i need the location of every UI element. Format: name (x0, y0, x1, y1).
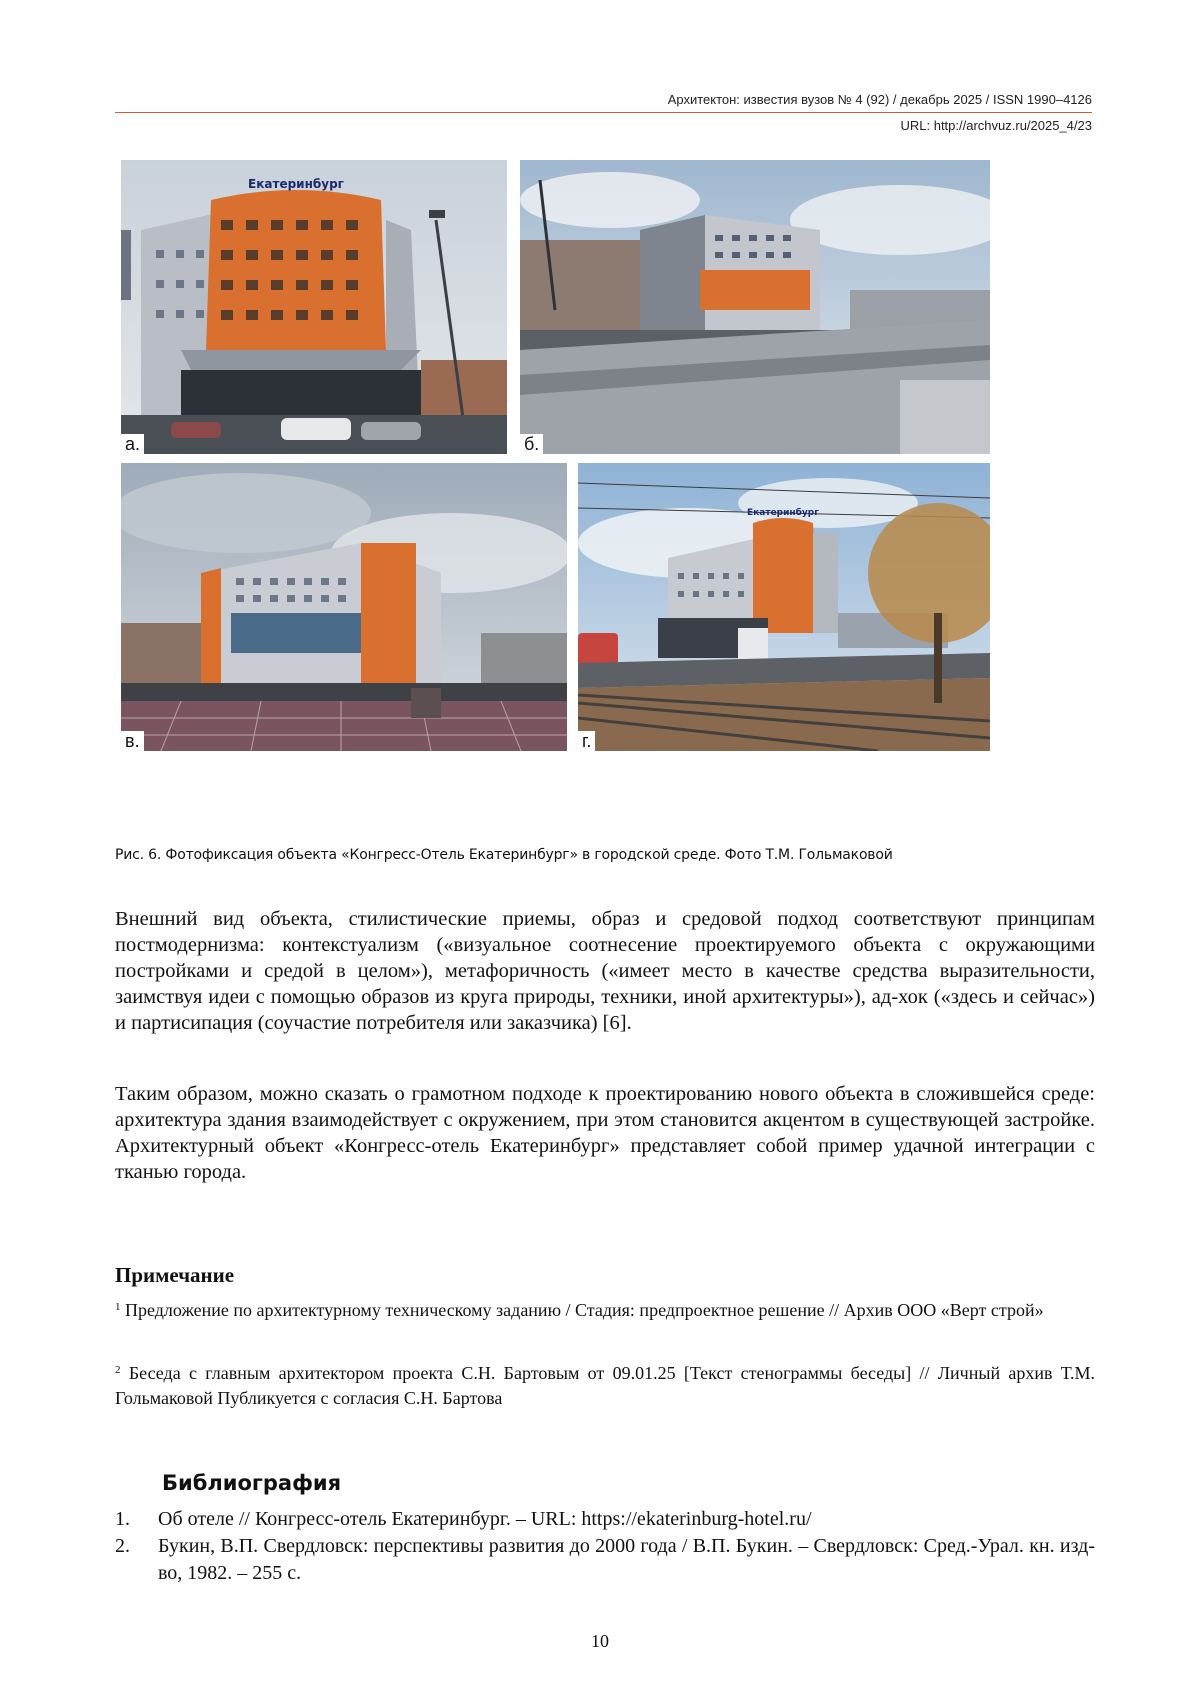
running-head-url: URL: http://archvuz.ru/2025_4/23 (900, 118, 1092, 133)
note-item (115, 1358, 1095, 1411)
bibliography-heading: Библиография (162, 1471, 342, 1495)
photo-d-sign: Екатеринбург (747, 508, 819, 518)
photo-label-d: г. (578, 731, 595, 751)
bibliography-text: Букин, В.П. Свердловск: перспективы развития до 2000 года / В.П. Букин. – Свердловск: Сред.-Урал. кн. изд-во, 1982. – 255 с. (158, 1535, 1095, 1584)
page-number: 10 (591, 1631, 609, 1651)
note-item (115, 1295, 1095, 1323)
photo-c-image (121, 463, 567, 751)
note-text: Предложение по архитектурному техническому заданию / Стадия: предпроектное решение // Архив ООО «Верт строй» (125, 1300, 1044, 1320)
photo-a-image (121, 160, 507, 454)
photo-b-image (520, 160, 990, 454)
body-paragraph: Внешний вид объекта, стилистические приемы, образ и средовой подход соответствуют принципам постмодернизма: контекстуализм («визуальное соотнесение проектируемого объекта с окружающими постройками и средой в целом»), метафоричность («имеет место в качестве средства выразительности, заимствуя идеи с помощью образов из круга природы, техники, иной архитектуры»), ад-хок («здесь и сейчас») и партисипация (соучастие потребителя или заказчика) [6]. (115, 908, 1095, 1034)
running-head-journal: Архитектон: известия вузов № 4 (92) / декабрь 2025 / ISSN 1990–4126 (667, 92, 1092, 107)
bibliography-number: 2. (115, 1535, 130, 1557)
photo-label-c: в. (121, 731, 144, 751)
bibliography-number: 1. (115, 1508, 130, 1530)
body-paragraph: Таким образом, можно сказать о грамотном подходе к проектированию нового объекта в сложившейся среде: архитектура здания взаимодействует с окружением, при этом становится акцентом в существующей застройке. Архитектурный объект «Конгресс-отель Екатеринбург» представляет собой пример удачной интеграции с тканью города. (115, 1083, 1095, 1183)
figure-caption: Рис. 6. Фотофиксация объекта «Конгресс-Отель Екатеринбург» в городской среде. Фото Т.М. Гольмаковой (115, 847, 893, 863)
photo-c (121, 463, 567, 751)
bibliography-list (115, 1506, 1095, 1587)
photo-d-image (578, 463, 990, 751)
photo-a-sign: Екатеринбург (248, 177, 344, 191)
photo-label-a: а. (121, 434, 144, 454)
photo-b (520, 160, 990, 454)
header-rule (115, 112, 1092, 113)
notes-heading: Примечание (115, 1263, 235, 1287)
photo-a (121, 160, 507, 454)
bibliography-item (115, 1533, 1095, 1587)
bibliography-item (115, 1506, 1095, 1533)
photo-d (578, 463, 990, 751)
bibliography-text: Об отеле // Конгресс-отель Екатеринбург. – URL: https://ekaterinburg-hotel.ru/ (158, 1508, 812, 1530)
note-mark: 1 (115, 1301, 121, 1313)
note-text: Беседа с главным архитектором проекта С.Н. Бартовым от 09.01.25 [Текст стенограммы беседы] // Личный архив Т.М. Гольмаковой Публикуется с согласия С.Н. Бартова (115, 1363, 1095, 1408)
photo-label-b: б. (520, 434, 543, 454)
note-mark: 2 (115, 1364, 121, 1376)
